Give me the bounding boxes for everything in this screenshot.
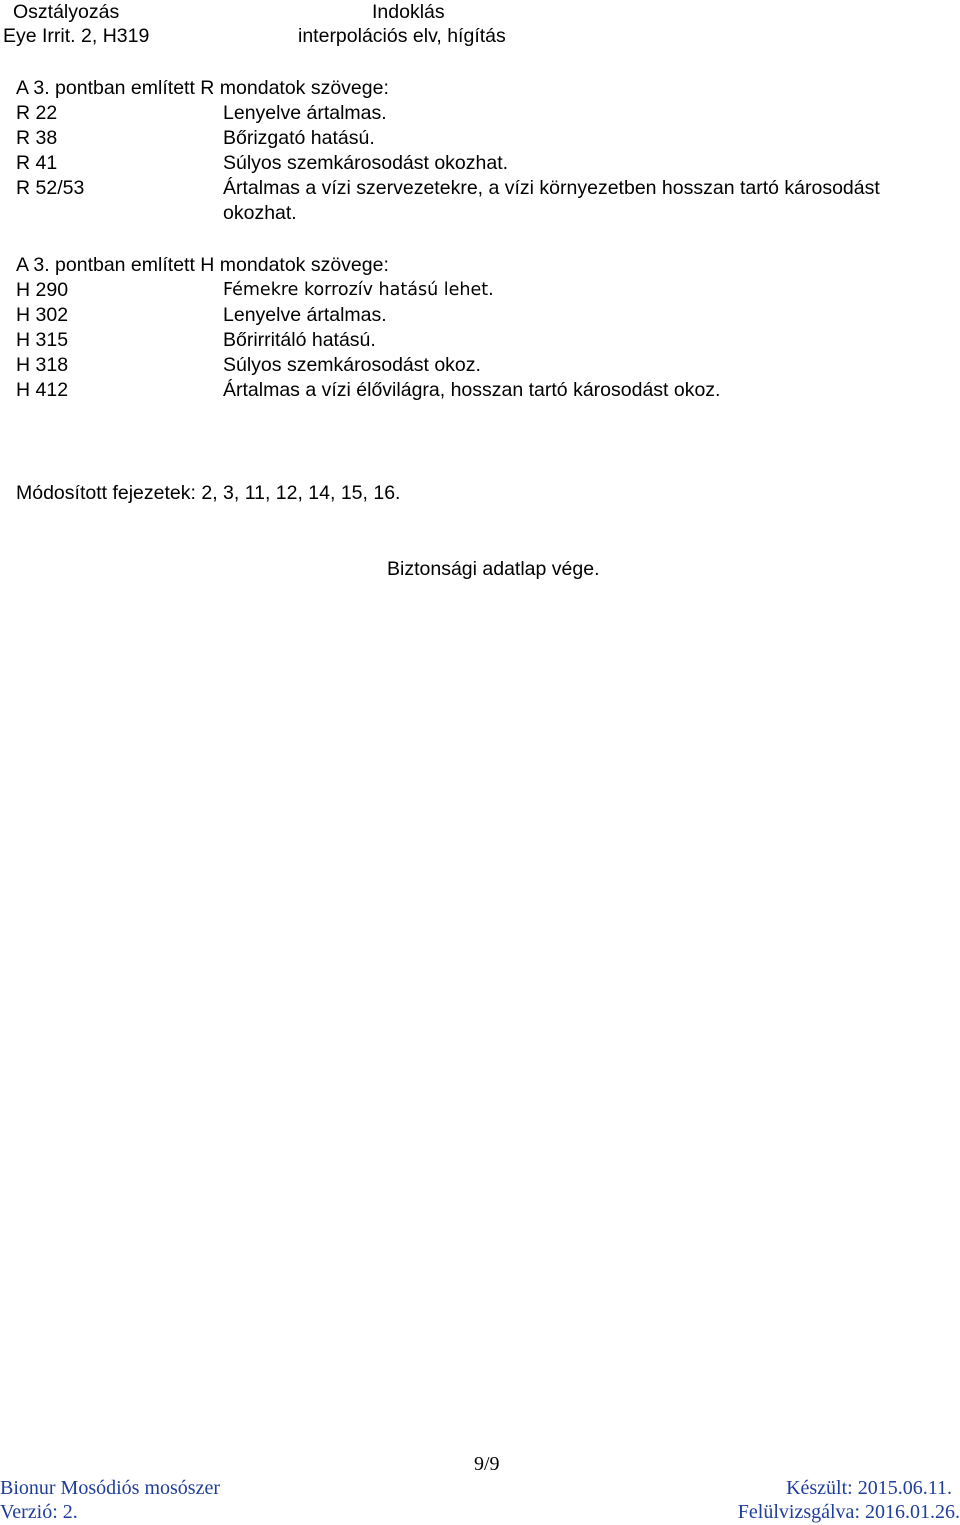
h-phrase-text: Ártalmas a vízi élővilágra, hosszan tartó károsodást okoz. xyxy=(223,379,721,401)
justification-heading: Indoklás xyxy=(372,1,445,23)
h-phrase-code: H 290 xyxy=(16,279,69,301)
end-of-sheet-note: Biztonsági adatlap vége. xyxy=(387,558,600,580)
r-phrase-text: Lenyelve ártalmas. xyxy=(223,102,387,124)
footer-version: Verzió: 2. xyxy=(0,1501,78,1523)
justification-value: interpolációs elv, hígítás xyxy=(298,25,506,47)
footer-created-date: Készült: 2015.06.11. xyxy=(786,1477,952,1499)
h-phrase-code: H 302 xyxy=(16,304,69,326)
r-phrase-code: R 52/53 xyxy=(16,177,85,199)
r-phrases-heading: A 3. pontban említett R mondatok szövege: xyxy=(16,77,389,99)
footer-revised-date: Felülvizsgálva: 2016.01.26. xyxy=(737,1501,960,1523)
r-phrase-text: Bőrizgató hatású. xyxy=(223,127,375,149)
r-phrase-text: Súlyos szemkárosodást okozhat. xyxy=(223,152,509,174)
r-phrase-code: R 22 xyxy=(16,102,58,124)
h-phrase-code: H 412 xyxy=(16,379,69,401)
h-phrase-text: Lenyelve ártalmas. xyxy=(223,304,387,326)
footer-product-name: Bionur Mosódiós mosószer xyxy=(0,1477,220,1499)
h-phrase-text: Súlyos szemkárosodást okoz. xyxy=(223,354,481,376)
classification-heading: Osztályozás xyxy=(13,1,120,23)
r-phrase-code: R 38 xyxy=(16,127,58,149)
classification-value: Eye Irrit. 2, H319 xyxy=(3,25,150,47)
page-number: 9/9 xyxy=(474,1453,500,1475)
r-phrase-text: Ártalmas a vízi szervezetekre, a vízi környezetben hosszan tartó károsodást okozhat. xyxy=(223,177,880,224)
h-phrase-code: H 318 xyxy=(16,354,69,376)
h-phrase-text: Fémekre korrozív hatású lehet. xyxy=(223,280,494,300)
r-phrase-code: R 41 xyxy=(16,152,58,174)
modified-chapters: Módosított fejezetek: 2, 3, 11, 12, 14, 15, 16. xyxy=(16,482,401,504)
h-phrases-heading: A 3. pontban említett H mondatok szövege: xyxy=(16,254,389,276)
h-phrase-code: H 315 xyxy=(16,329,69,351)
h-phrase-text: Bőrirritáló hatású. xyxy=(223,329,376,351)
